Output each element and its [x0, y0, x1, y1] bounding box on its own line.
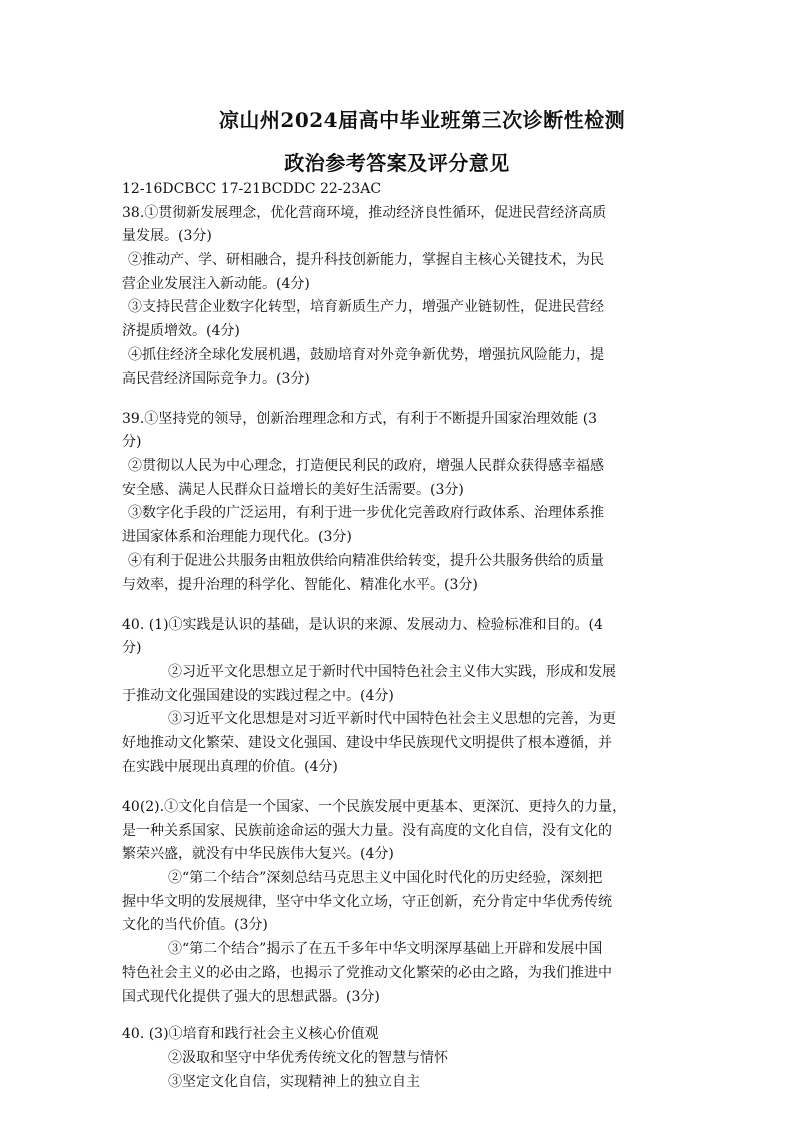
- q38-line: ④抓住经济全球化发展机遇，鼓励培育对外竞争新优势，增强抗风险能力，提: [128, 346, 604, 363]
- q40-2-line: ③“第二个结合”揭示了在五千多年中华文明深厚基础上开辟和发展中国: [168, 941, 603, 958]
- q40-1-line: 40. (1)①实践是认识的基础，是认识的来源、发展动力、检验标准和目的。(4: [122, 616, 603, 633]
- choice-answers: 12-16DCBCC 17-21BCDDC 22-23AC: [122, 181, 382, 197]
- q40-2-line: 40(2).①文化自信是一个国家、一个民族发展中更基本、更深沉、更持久的力量，: [122, 799, 627, 815]
- q40-3-line: 40. (3)①培育和践行社会主义核心价值观: [122, 1026, 379, 1043]
- spacer: [122, 1009, 682, 1023]
- question-40-3: [122, 1023, 682, 1094]
- q38-line: 营企业发展注入新动能。(4分): [122, 275, 310, 292]
- question-40-2: [122, 796, 682, 1009]
- q40-2-line: 是一种关系国家、民族前途命运的强大力量。没有高度的文化自信，没有文化的: [122, 822, 612, 839]
- q40-3-line: ③坚定文化自信，实现精神上的独立自主: [168, 1073, 420, 1090]
- q39-line: ④有利于促进公共服务由粗放供给向精准供给转变，提升公共服务供给的质量: [128, 552, 604, 569]
- q38-line: 38.①贯彻新发展理念，优化营商环境，推动经济良性循环，促进民营经济高质: [122, 204, 607, 221]
- q39-line: 与效率，提升治理的科学化、智能化、精准化水平。(3分): [122, 576, 478, 593]
- answer-content: [122, 178, 682, 1094]
- q39-line: 进国家体系和治理能力现代化。(3分): [122, 529, 352, 546]
- q38-line: 济提质增效。(4分): [122, 323, 240, 340]
- document-subtitle: 政治参考答案及评分意见: [284, 151, 510, 175]
- q39-line: ②贯彻以人民为中心理念，打造便民利民的政府，增强人民群众获得感幸福感: [128, 458, 604, 475]
- document-title: 凉山州2024届高中毕业班第三次诊断性检测: [218, 108, 626, 132]
- q39-line: 39.①坚持党的领导，创新治理理念和方式，有利于不断提升国家治理效能 (3: [122, 410, 598, 427]
- q40-2-line: 文化的当代价值。(3分): [122, 917, 268, 934]
- spacer: [122, 780, 682, 797]
- q40-1-line: 好地推动文化繁荣、建设文化强国、建设中华民族现代文明提供了根本遵循，并: [122, 735, 612, 752]
- q40-2-line: 特色社会主义的必由之路，也揭示了党推动文化繁荣的必由之路，为我们推进中: [122, 964, 612, 981]
- question-38: [122, 202, 682, 392]
- q39-line: ③数字化手段的广泛运用，有利于进一步优化完善政府行政体系、治理体系推: [128, 505, 604, 522]
- q38-line: ②推动产、学、研相融合，提升科技创新能力，掌握自主核心关键技术，为民: [128, 252, 604, 269]
- question-39: [122, 408, 682, 598]
- q40-2-line: 繁荣兴盛，就没有中华民族伟大复兴。(4分): [122, 846, 394, 863]
- question-40-1: [122, 614, 682, 780]
- q40-1-line: 分): [122, 640, 142, 657]
- q40-2-line: 国式现代化提供了强大的思想武器。(3分): [122, 988, 380, 1005]
- q40-2-line: ②“第二个结合”深刻总结马克思主义中国化时代化的历史经验，深刻把: [168, 870, 603, 887]
- spacer: [122, 597, 682, 614]
- q38-line: ③支持民营企业数字化转型，培育新质生产力，增强产业链韧性，促进民营经: [128, 299, 604, 316]
- spacer: [122, 391, 682, 408]
- q39-line: 分): [122, 434, 142, 451]
- q40-3-line: ②汲取和坚守中华优秀传统文化的智慧与情怀: [168, 1049, 448, 1066]
- q40-1-line: ②习近平文化思想立足于新时代中国特色社会主义伟大实践，形成和发展: [168, 664, 616, 681]
- q40-2-line: 握中华文明的发展规律，坚守中华文化立场，守正创新，充分肯定中华优秀传统: [122, 893, 612, 910]
- q39-line: 安全感、满足人民群众日益增长的美好生活需要。(3分): [122, 481, 464, 498]
- q40-1-line: 于推动文化强国建设的实践过程之中。(4分): [122, 687, 394, 704]
- q40-1-line: ③习近平文化思想是对习近平新时代中国特色社会主义思想的完善，为更: [168, 711, 616, 728]
- q40-1-line: 在实践中展现出真理的价值。(4分): [122, 758, 338, 775]
- q38-line: 高民营经济国际竞争力。(3分): [122, 370, 310, 387]
- q38-line: 量发展。(3分): [122, 228, 212, 245]
